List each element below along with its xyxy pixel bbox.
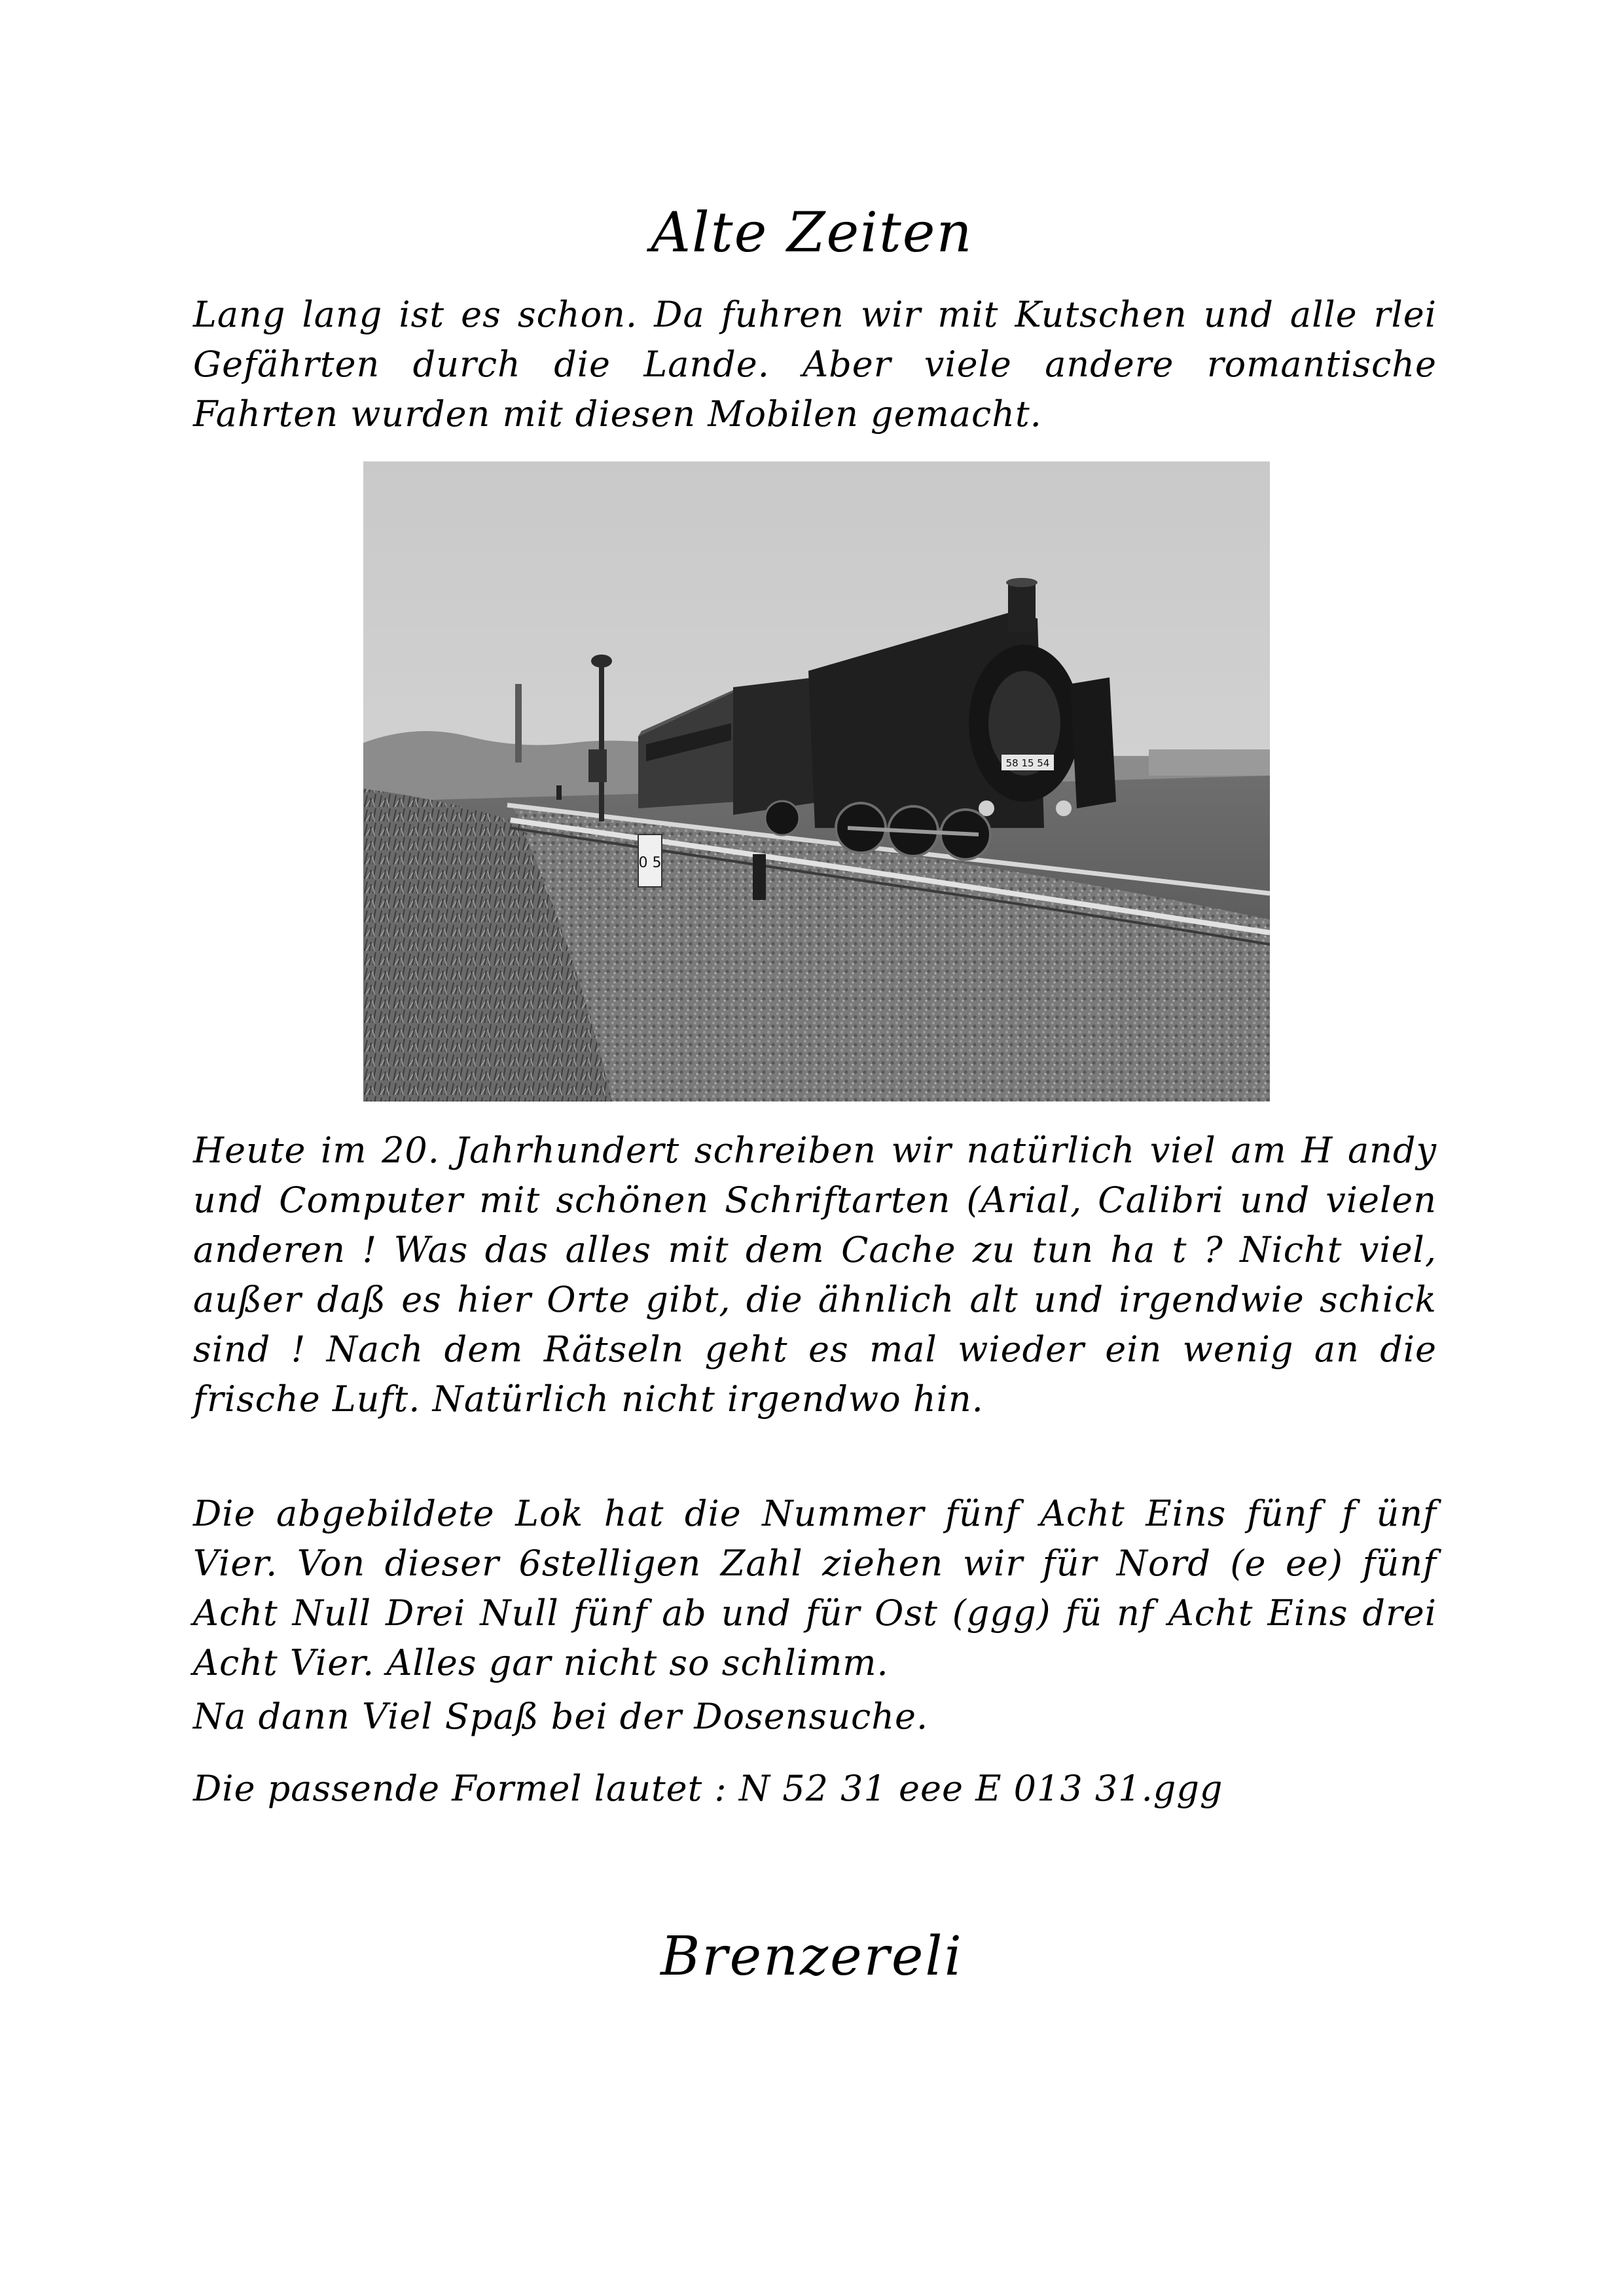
document-title: Alte Zeiten	[651, 200, 973, 264]
distant-buildings	[1149, 749, 1270, 776]
kilometer-plate-number: 0 5	[638, 855, 662, 871]
tender	[733, 677, 821, 815]
distant-person	[556, 785, 562, 800]
tender-wheel	[765, 801, 799, 835]
signal-post	[599, 658, 604, 821]
modern-times-paragraph: Heute im 20. Jahrhundert schreiben wir natürlich viel am H andy und Computer mit schönen Schriftarten (Arial, Calibri und vielen anderen ! Was das alles mit dem Cache zu tun ha t ? Nicht viel, außer daß es hier Orte gibt, die ähnlich alt und irgendwie schick sind ! Nach dem Rätseln geht es mal wieder ein wenig an die frische Luft. Natürlich nicht irgendwo hin.	[193, 1130, 1437, 1420]
formula-line: Die passende Formel lautet : N 52 31 eee E 013 31.ggg	[193, 1768, 1223, 1809]
puzzle-paragraph: Die abgebildete Lok hat die Nummer fünf Acht Eins fünf f ünf Vier. Von dieser 6stelligen Zahl ziehen wir für Nord (e ee) fünf Acht Null Drei Null fünf ab und für Ost (ggg) fü nf Acht Eins drei Acht Vier. Alles gar nicht so schlimm.	[193, 1493, 1437, 1683]
distant-chimney	[515, 684, 522, 762]
author-signature: Brenzereli	[660, 1926, 964, 1988]
steam-locomotive-photo	[363, 461, 1270, 1102]
good-luck-line: Na dann Viel Spaß bei der Dosensuche.	[193, 1696, 929, 1737]
intro-paragraph: Lang lang ist es schon. Da fuhren wir mit Kutschen und alle rlei Gefährten durch die Lande. Aber viele andere romantische Fahrten wurden mit diesen Mobilen gemacht.	[193, 294, 1437, 435]
loco-number: 58 15 54	[1005, 757, 1050, 769]
trackside-stake	[753, 854, 766, 900]
loco-chimney	[1008, 583, 1036, 632]
smoke-deflector	[1070, 677, 1116, 808]
